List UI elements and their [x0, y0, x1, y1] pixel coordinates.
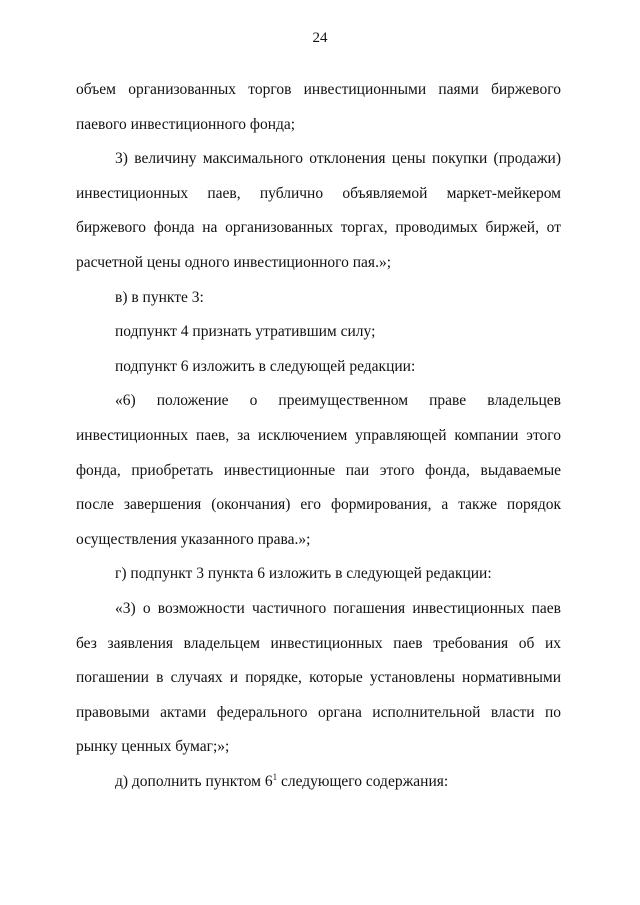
page-number: 24: [312, 30, 328, 46]
paragraph-partial-redemption: «3) о возможности частичного погашения инвестиционных паев без заявления владельцем инвестиционных паев требования об их погашении в случаях и порядке, которые установлены нормативными правовыми актами федерального органа исполнительной власти по рынку ценных бумаг;»;: [76, 599, 561, 756]
paragraph-price-deviation: 3) величину максимального отклонения цены покупки (продажи) инвестиционных паев, публично объявляемой маркет-мейкером биржевого фонда на организованных торгах, проводимых биржей, от расчетной цены одного инвестиционного пая.»;: [76, 150, 561, 271]
document-body: [76, 73, 561, 799]
paragraph-subitem-6: подпункт 6 изложить в следующей редакции:: [115, 357, 416, 375]
paragraph-item-d: [76, 765, 561, 800]
paragraph-item-g: г) подпункт 3 пункта 6 изложить в следующей редакции:: [115, 565, 492, 583]
paragraph-item-v: в) в пункте 3:: [115, 288, 204, 306]
paragraph-trading-volume: объем организованных торгов инвестиционными паями биржевого паевого инвестиционного фонда;: [76, 81, 561, 133]
item-d-superscript: 1: [272, 771, 278, 782]
item-d-text-before: д) дополнить пунктом 6: [115, 772, 273, 790]
item-d-text-after: следующего содержания:: [277, 772, 449, 790]
paragraph-subitem-4: подпункт 4 признать утратившим силу;: [115, 323, 376, 341]
paragraph-preemptive-right: «6) положение о преимущественном праве владельцев инвестиционных паев, за исключением управляющей компании этого фонда, приобретать инвестиционные паи этого фонда, выдаваемые после завершения (окончания) его формирования, а также порядок осуществления указанного права.»;: [76, 392, 561, 548]
